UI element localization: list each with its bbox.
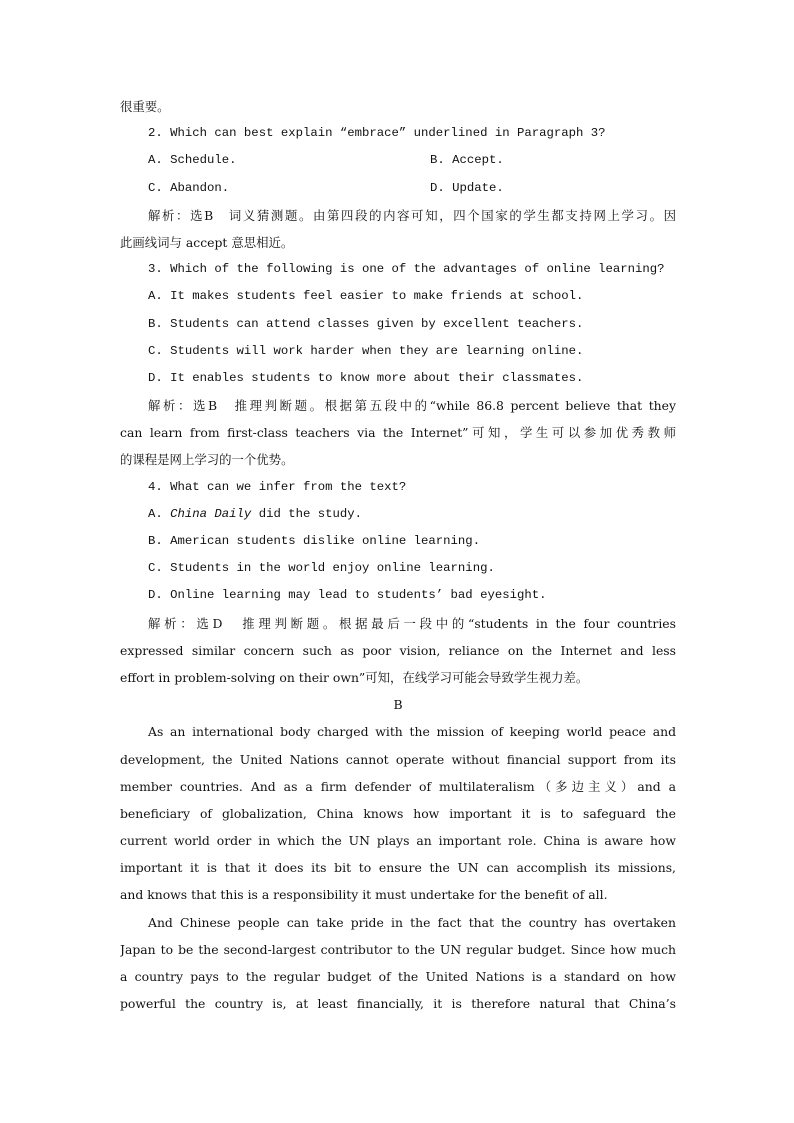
q4-option-a <box>120 501 676 528</box>
q2-options-row-2 <box>120 175 676 202</box>
q3-option-d: D. It enables students to know more about their classmates. <box>148 370 584 385</box>
q4-option-b: B. American students dislike online learning. <box>148 534 481 548</box>
top-fragment: 很重要。 <box>120 99 170 114</box>
q2-option-a: A. Schedule. <box>148 153 237 168</box>
q3-option-c: C. Students will work harder when they are learning online. <box>148 343 584 358</box>
section-b-heading: B <box>393 697 403 713</box>
document-page <box>120 93 676 1017</box>
q2-option-b: B. Accept. <box>430 153 504 168</box>
q4-option-a-newspaper: China Daily <box>170 506 252 521</box>
passage-b-line: and knows that this is a responsibility it must undertake for the benefit of all. <box>120 887 608 903</box>
passage-b-line: current world order in which the UN plays an important role. China is aware how <box>120 833 676 849</box>
q4-option-c: C. Students in the world enjoy online learning. <box>148 561 495 576</box>
q4-analysis-line-1: 解析：选D 推理判断题。根据最后一段中的“students in the four countries <box>148 615 676 631</box>
passage-b-line: beneficiary of globalization, China knows how important it is to safeguard the <box>120 805 676 821</box>
q2-analysis-line-1: 解析：选B 词义猜测题。由第四段的内容可知，四个国家的学生都支持网上学习。因 <box>148 207 676 223</box>
passage-b-line: development, the United Nations cannot operate without financial support from its <box>120 751 676 767</box>
q3-option-a: A. It makes students feel easier to make friends at school. <box>148 289 584 304</box>
q3-option-b: B. Students can attend classes given by excellent teachers. <box>148 316 584 331</box>
q4-option-a-suffix: did the study. <box>251 506 363 521</box>
q3-analysis-line-3: 的课程是网上学习的一个优势。 <box>120 452 294 468</box>
q2-options-row-1 <box>120 147 676 174</box>
passage-b-line: member countries. And as a firm defender of multilateralism（多边主义）and a <box>120 778 676 794</box>
q4-stem: 4. What can we infer from the text? <box>148 479 407 494</box>
passage-b-line: a country pays to the regular budget of the United Nations is a standard on how <box>120 969 676 984</box>
q3-stem: 3. Which of the following is one of the advantages of online learning? <box>148 262 665 277</box>
q4-option-d: D. Online learning may lead to students’ bad eyesight. <box>148 588 547 603</box>
q3-analysis-line-2: can learn from first-class teachers via the Internet”可知，学生可以参加优秀教师 <box>120 425 676 441</box>
q4-option-a-prefix: A. <box>148 506 171 521</box>
passage-b-line: And Chinese people can take pride in the fact that the country has overtaken <box>148 914 676 930</box>
q2-option-d: D. Update. <box>430 180 504 195</box>
passage-b-line: powerful the country is, at least financially, it is therefore natural that China’s <box>120 996 676 1012</box>
passage-b-line: important it is that it does its bit to ensure the UN can accomplish its missions, <box>120 860 676 876</box>
q2-option-c: C. Abandon. <box>148 180 230 195</box>
q4-analysis-line-2: expressed similar concern such as poor vision, reliance on the Internet and less <box>120 642 676 658</box>
passage-b-line: Japan to be the second-largest contributor to the UN regular budget. Since how much <box>120 941 676 957</box>
q4-analysis-line-3: effort in problem-solving on their own”可知，在线学习可能会导致学生视力差。 <box>120 669 589 685</box>
q2-analysis-line-2: 此画线词与 accept 意思相近。 <box>120 234 294 250</box>
q2-stem: 2. Which can best explain “embrace” underlined in Paragraph 3? <box>148 126 606 141</box>
q3-analysis-line-1: 解析：选B 推理判断题。根据第五段中的“while 86.8 percent believe that they <box>148 398 676 414</box>
passage-b-line: As an international body charged with the mission of keeping world peace and <box>148 724 676 740</box>
